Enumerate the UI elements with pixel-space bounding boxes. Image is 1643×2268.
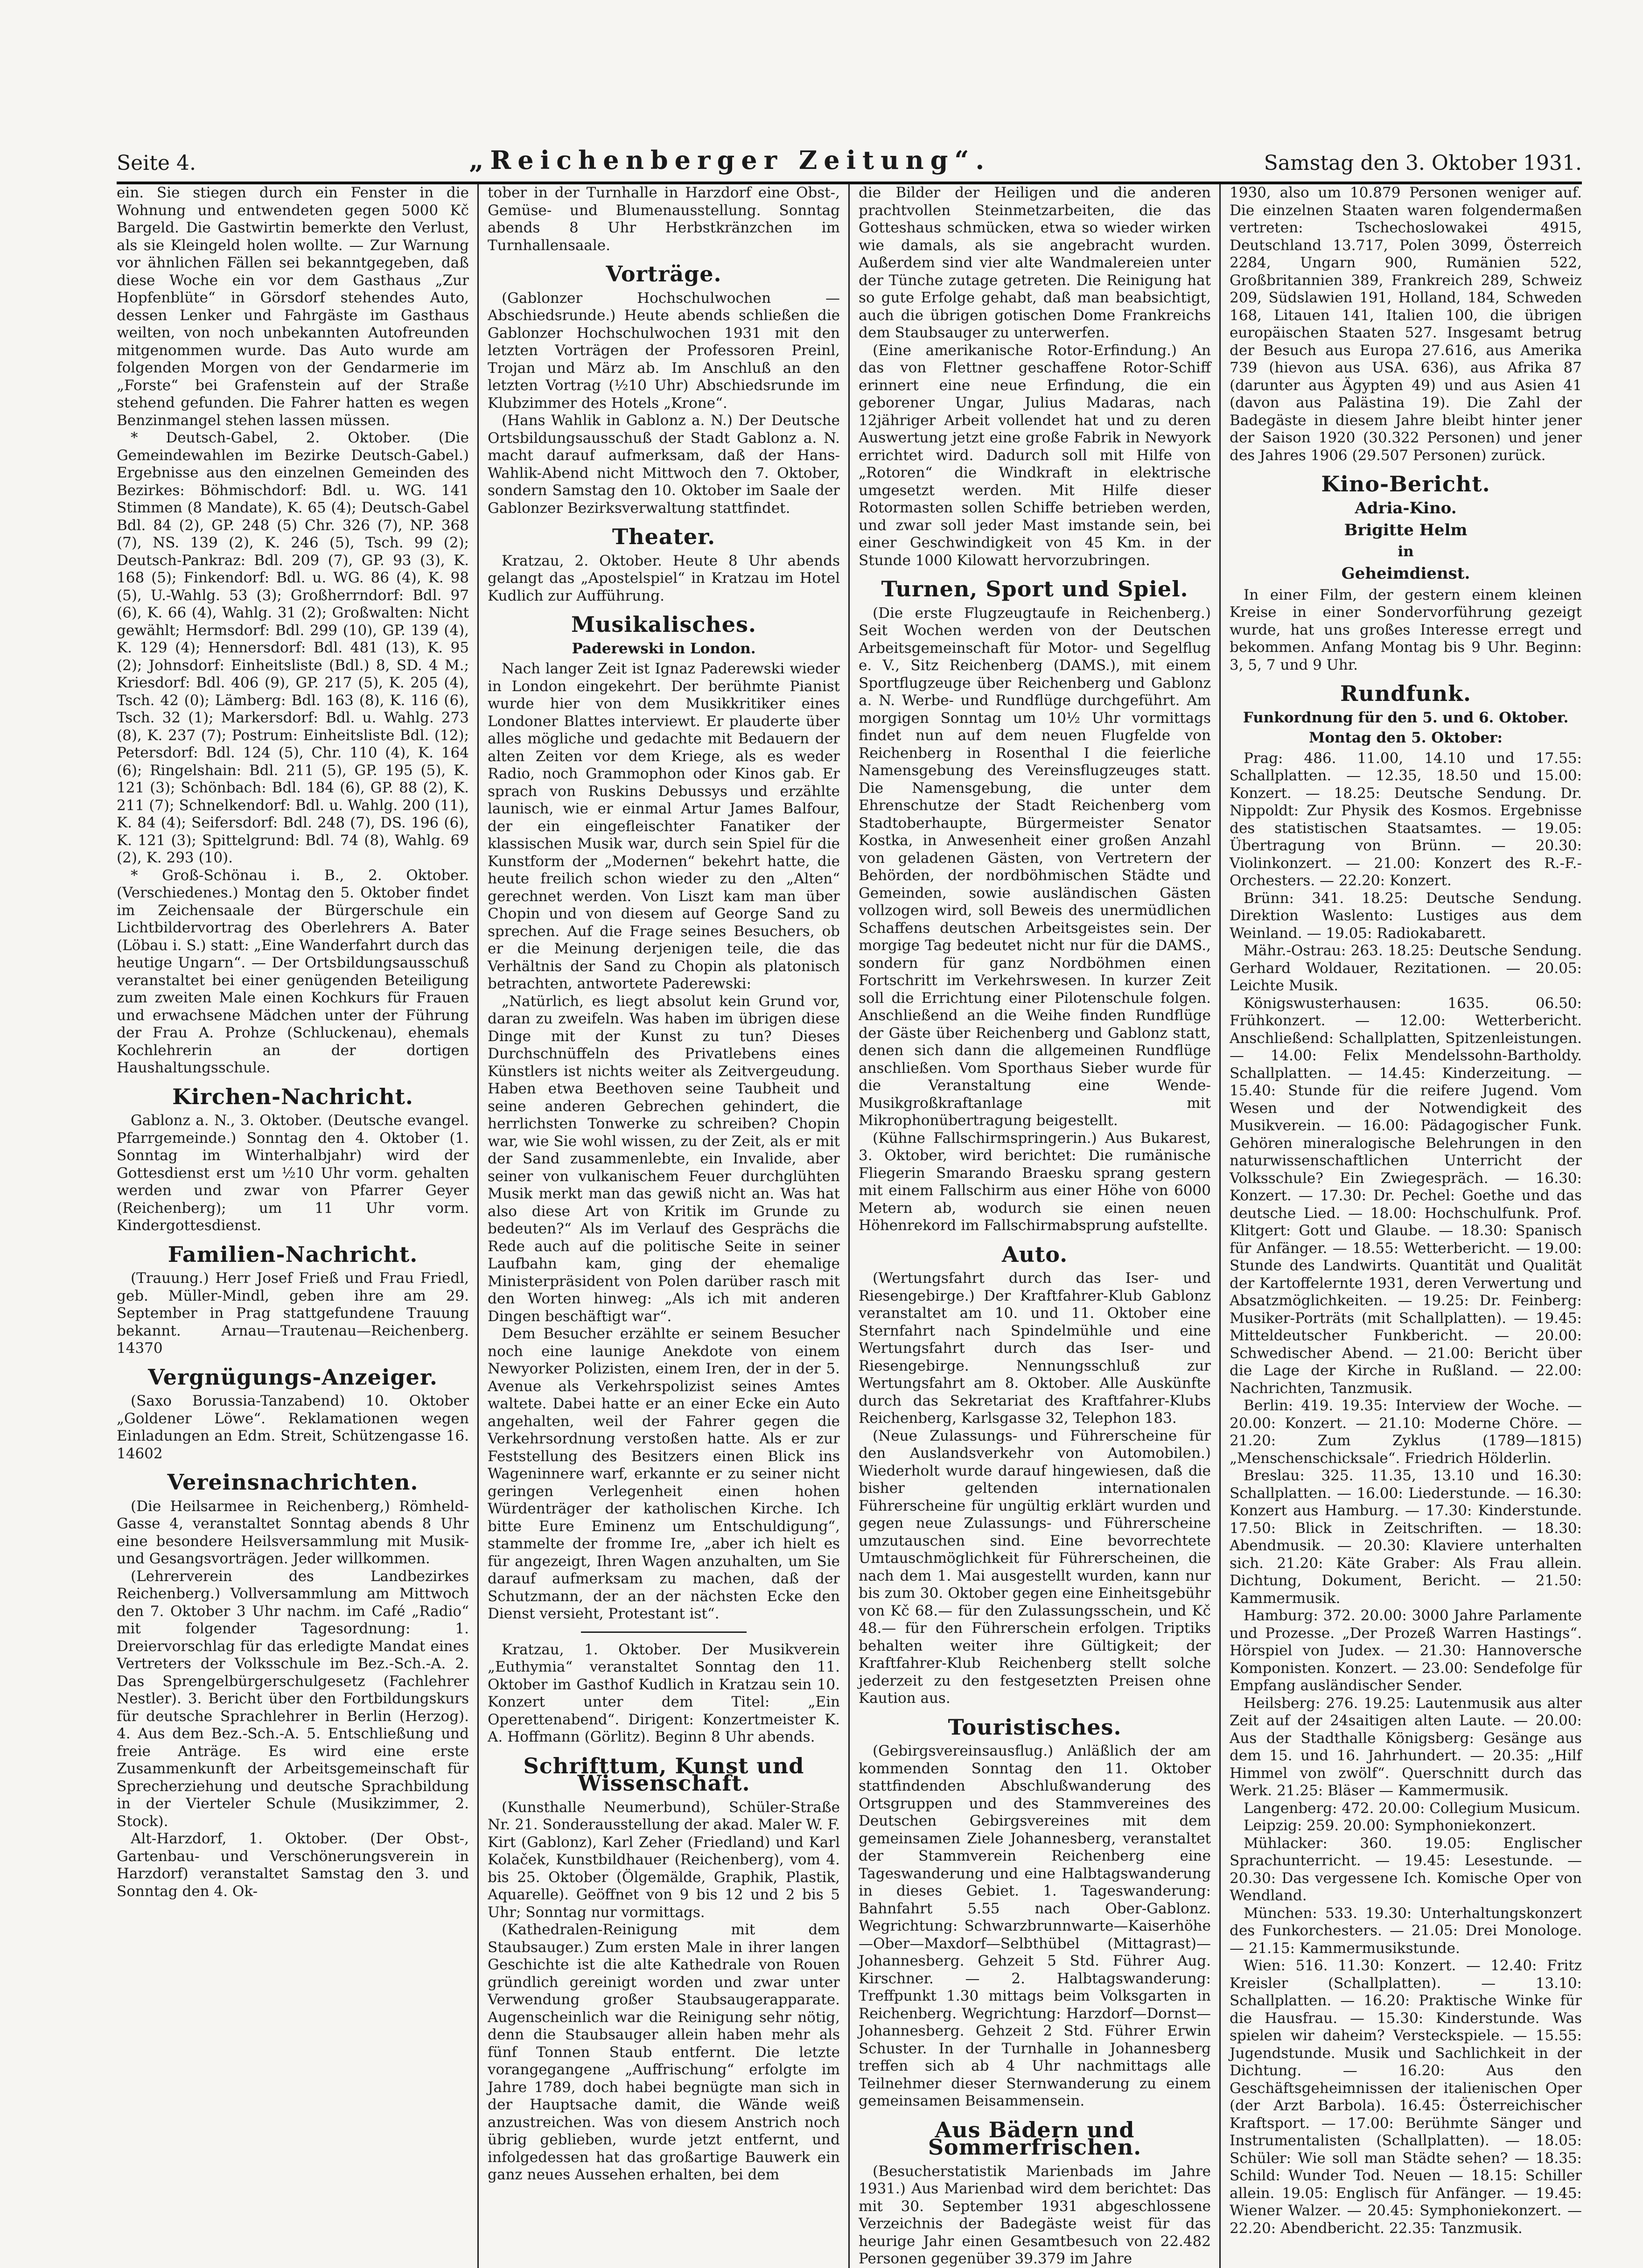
section-heading: Vorträge. xyxy=(606,261,722,287)
section-heading: Touristisches. xyxy=(948,1714,1122,1740)
article-text: Dem Besucher erzählte er seinem Besucher noch eine launige Anekdote von einem Newyorker Polizisten, einem Iren, der in der 5. Avenue als Verkehrspolizist seines Amtes waltete. Dabei hatte er an einer Ecke ein Auto angehalten, weil der Fahrer gegen die Verkehrsordnung verstoßen hatte. Als er zur Feststellung des Besitzers einen Blick ins Wageninnere warf, erkannte er zu seiner nicht geringen Verlegenheit einen hohen Würdenträger der katholischen Kirche. Ich bitte Eure Eminenz um Entschuldigung“, stammelte der fromme Ire, „aber ich hielt es für angezeigt, Ihren Wagen anzuhalten, um Sie darauf aufmerksam zu machen, daß der Schutzmann, der an der nächsten Ecke den Dienst versieht, Protestant ist“. xyxy=(488,1325,840,1622)
article-text: „Natürlich, es liegt absolut kein Grund vor, daran zu zweifeln. Was haben im übrigen diese Dinge mit der Kunst zu tun? Dieses Durchschnüffeln des Privatlebens eines Künstlers ist nichts weiter als Zeitvergeudung. Haben etwa Beethoven seine Taubheit und seine anderen Gebrechen gehindert, die herrlichsten Tonwerke zu schreiben? Chopin war, wie Sie wohl wissen, zu der Zeit, als er mit der Sand zusammenlebte, ein Invalide, aber seiner von vulkanischem Feuer durchglühten Musik merkt man das gewiß nicht an. Was hat also diese Art von Kritik im Grunde zu bedeuten?“ Als im Verlauf des Gesprächs die Rede auch auf die politische Seite in seiner Laufbahn kam, ging der ehemalige Ministerpräsident von Polen darüber rasch mit den Worten hinweg: „Als ich mit anderen Dingen beschäftigt war“. xyxy=(488,993,840,1325)
article-text: (Wertungsfahrt durch das Iser- und Riesengebirge.) Der Kraftfahrer-Klub Gablonz veranstaltet am 10. und 11. Oktober eine Sternfahrt nach Spindelmühle und eine Wertungsfahrt durch das Iser- und Riesengebirge. Nennungsschluß zur Wertungsfahrt am 8. Oktober. Alle Auskünfte durch das Sekretariat des Kraftfahrer-Klubs Reichenberg, Karlsgasse 32, Telephon 183. xyxy=(859,1270,1211,1427)
section-heading: Kino-Bericht. xyxy=(1321,471,1490,497)
article-text: (Die erste Flugzeugtaufe in Reichenberg.) Seit Wochen werden von der Deutschen Arbeitsgemeinschaft für Motor- und Segelflug e. V., Sitz Reichenberg (DAMS.), mit einem Sportflugzeuge über Reichenberg und Gablonz a. N. Werbe- und Rundflüge durchgeführt. Am morgigen Sonntag um 10½ Uhr vormittags findet nun auf dem neuen Flugfelde von Reichenberg in Rosenthal I die feierliche Namensgebung des Vereinsflugzeuges statt. Die Namensgebung, die unter dem Ehrenschutze der Stadt Reichenberg vom Stadtoberhaupte, Bürgermeister Senator Kostka, in Anwesenheit einer großen Anzahl von geladenen Gästen, von Vertretern der Behörden, der nordböhmischen Städte und Gemeinden, sowie ausländischen Gästen vollzogen wird, soll Beweis des unermüdlichen Schaffens deutschen Arbeitsgeistes sein. Der morgige Tag bedeutet nicht nur für die DAMS., sondern für ganz Nordböhmen einen Fortschritt im Verkehrswesen. In kurzer Zeit soll die Errichtung einer Pilotenschule folgen. Anschließend an die Weihe finden Rundflüge der Gäste über Reichenberg und Gablonz statt, denen sich dann die allgemeinen Rundflüge anschließen. Vom Sporthaus Sieber wurde für die Veranstaltung eine Wende-Musikgroßkraftanlage mit Mikrophonübertragung beigestellt. xyxy=(859,604,1211,1129)
radio-listing: Langenberg: 472. 20.00: Collegium Musicum. xyxy=(1244,1799,1580,1817)
radio-listing: Leipzig: 259. 20.00: Symphoniekonzert. xyxy=(1244,1817,1537,1834)
section-heading: Musikalisches. xyxy=(571,612,756,637)
article-text: (Saxo Borussia-Tanzabend) 10. Oktober „Goldener Löwe“. Reklamationen wegen Einladungen an Edm. Streit, Schützengasse 16. 14602 xyxy=(117,1393,469,1462)
article-text: (Lehrerverein des Landbezirkes Reichenberg.) Vollversammlung am Mittwoch den 7. Oktober 3 Uhr nachm. im Café „Radio“ mit folgender Tagesordnung: 1. Dreiervorschlag für das erledigte Mandat eines Vertreters der Volksschule im Bez.-Sch.-A. 2. Das Sprengelbürgerschulgesetz (Fachlehrer Nestler). 3. Bericht über den Fortbildungskurs für deutsche Sprachlehrer in Berlin (Herzog). 4. Aus dem Bez.-Sch.-A. 5. Entschließung und freie Anträge. Es wird eine erste Zusammenkunft der Arbeitsgemeinschaft für Sprecherziehung und deutsche Sprachbildung in der Vierteler Schule (Musikzimmer, 2. Stock). xyxy=(117,1568,469,1830)
subheading: Montag den 5. Oktober: xyxy=(1309,729,1503,746)
article-text: (Kunsthalle Neumerbund), Schüler-Straße Nr. 21. Sonderausstellung der akad. Maler W. F. Kirt (Gablonz), Karl Zeher (Friedland) und Karl Kolaček, Kunstbildhauer (Reichenberg), vom 4. bis 25. Oktober (Ölgemälde, Graphik, Plastik, Aquarelle). Geöffnet von 9 bis 12 und 2 bis 5 Uhr; Sonntag nur vormittags. xyxy=(488,1799,840,1921)
section-heading: Aus Bädern und Sommerfrischen. xyxy=(928,2117,1142,2160)
article-text: (Kühne Fallschirmspringerin.) Aus Bukarest, 3. Oktober, wird berichtet: Die rumänische Fliegerin Smarando Braesku sprang gestern mit einem Fallschirm aus einer Höhe von 6000 Metern ab, wodurch sie einen neuen Höhenrekord im Fallschirmabsprung aufstellte. xyxy=(859,1129,1211,1234)
section-heading: Auto. xyxy=(1001,1241,1068,1267)
article-text: (Gablonzer Hochschulwochen — Abschiedsrunde.) Heute abends schließen die Gablonzer Hochschulwochen 1931 mit den letzten Vorträgen der Professoren Preinl, Trojan und März ab. Im Anschluß an den letzten Vortrag (½10 Uhr) Abschiedsrunde im Klubzimmer des Hotels „Krone“. xyxy=(488,289,840,412)
subheading: Paderewski in London. xyxy=(572,640,756,657)
section-heading: Rundfunk. xyxy=(1340,681,1471,706)
article-text: Kratzau, 2. Oktober. Heute 8 Uhr abends gelangt das „Apostelspiel“ in Kratzau im Hotel Kudlich zur Aufführung. xyxy=(488,552,840,604)
radio-listing: Mähr.-Ostrau: 263. 18.25: Deutsche Sendung. Gerhard Woldauer, Rezitationen. — 20.05: Leichte Musik. xyxy=(1230,942,1582,994)
radio-listing: Brünn: 341. 18.25: Deutsche Sendung. Direktion Waslento: Lustiges aus dem Weinland. — 19.05: Radiokabarett. xyxy=(1230,889,1582,942)
column-4 xyxy=(1230,184,1582,2268)
section-heading: Vergnügungs-Anzeiger. xyxy=(148,1364,438,1390)
article-text: tober in der Turnhalle in Harzdorf eine Obst-, Gemüse- und Blumenausstellung. Sonntag abends 8 Uhr Herbstkränzchen im Turnhallensaale. xyxy=(488,184,840,254)
article-text: Nach langer Zeit ist Ignaz Paderewski wieder in London eingekehrt. Der berühmte Pianist wurde hier von dem Musikkritiker eines Londoner Blattes interviewt. Er plauderte über alles mögliche und gedachte mit Bedauern der alten Zeiten vor dem Kriege, als es weder Radio, noch Grammophon oder Kinos gab. Er sprach von Ruskins Debussys und erzählte launisch, wie er einmal Artur James Balfour, der ein eingefleischter Fanatiker der klassischen Musik war, durch sein Spiel für die Kunstform der „Modernen“ bekehrt hatte, die heute freilich schon wieder zu den „Alten“ gerechnet werden. Von Liszt kam man über Chopin und von diesem auf George Sand zu sprechen. Auf die Frage seines Besuchers, ob er die Meinung derjenigen teile, die das Verhältnis der Sand zu Chopin als platonisch betrachten, antwortete Paderewski: xyxy=(488,660,840,992)
cinema-name: Adria-Kino. xyxy=(1355,498,1457,518)
column-1 xyxy=(117,184,469,2268)
column-3 xyxy=(859,184,1211,2268)
article-text: (Die Heilsarmee in Reichenberg,) Römheld-Gasse 4, veranstaltet Sonntag abends 8 Uhr eine besondere Heilsversammlung mit Musik- und Gesangsvorträgen. Jeder willkommen. xyxy=(117,1498,469,1567)
article-text: Gablonz a. N., 3. Oktober. (Deutsche evangel. Pfarrgemeinde.) Sonntag den 4. Oktober (1. Sonntag im Winterhalbjahr) wird der Gottesdienst erst um ½10 Uhr vorm. gehalten werden und zwar von Pfarrer Geyer (Reichenberg); um 11 Uhr vorm. Kindergottesdienst. xyxy=(117,1112,469,1234)
subheading: Funkordnung für den 5. und 6. Oktober. xyxy=(1243,709,1569,726)
section-heading: Kirchen-Nachricht. xyxy=(172,1084,413,1109)
section-heading: Schrifttum, Kunst und Wissenschaft. xyxy=(523,1753,804,1796)
article-columns xyxy=(117,184,1582,2267)
article-text: ein. Sie stiegen durch ein Fenster in die Wohnung und entwendeten gegen 5000 Kč Bargeld. Die Gastwirtin bemerkte den Verlust, als sie Kleingeld holen wollte. — Zur Warnung vor ähnlichen Fällen sei bekanntgegeben, daß diese Woche ein vor dem Gasthaus „Zur Hopfenblüte“ in Görsdorf stehendes Auto, dessen Lenker und Fahrgäste im Gasthaus weilten, von noch unbekannten Autofreunden mitgenommen wurde. Das Auto wurde am folgenden Morgen von der Gendarmerie im „Forste“ bei Grafenstein auf der Straße stehend gefunden. Die Fahrer hatten es wegen Benzinmangel stehen lassen müssen. xyxy=(117,184,469,429)
connector-word: in xyxy=(1398,543,1414,560)
radio-listing: München: 533. 19.30: Unterhaltungskonzert des Funkorchesters. — 21.05: Drei Monologe. — 21.15: Kammermusikstunde. xyxy=(1230,1904,1582,1957)
section-heading: Familien-Nachricht. xyxy=(168,1241,418,1267)
section-heading: Vereinsnachrichten. xyxy=(167,1470,419,1495)
actress-name: Brigitte Helm xyxy=(1344,521,1468,539)
article-text: 1930, also um 10.879 Personen weniger auf. Die einzelnen Staaten waren folgendermaßen vertreten: Tschechoslowakei 4915, Deutschland 13.717, Polen 3099, Österreich 2284, Ungarn 900, Rumänien 522, Großbritannien 389, Frankreich 289, Schweiz 209, Südslawien 191, Holland, 184, Schweden 168, Litauen 141, Italien 100, die übrigen europäischen Staaten 527. Insgesamt betrug der Besuch aus Europa 27.616, aus Amerika 739 (hievon aus USA. 636), aus Afrika 87 (darunter aus Ägypten 49) und aus Asien 41 (davon aus Palästina 19). Die Zahl der Badegäste in diesem Jahre bleibt hinter jener der Saison 1920 (30.322 Personen) und jener des Jahres 1906 (29.507 Personen) zurück. xyxy=(1230,184,1582,464)
article-text: (Hans Wahlik in Gablonz a. N.) Der Deutsche Ortsbildungsausschuß der Stadt Gablonz a. N. macht darauf aufmerksam, daß der Hans-Wahlik-Abend nicht Mittwoch den 7. Oktober, sondern Samstag den 10. Oktober im Saale der Gablonzer Bezirksverwaltung stattfindet. xyxy=(488,412,840,517)
column-2 xyxy=(488,184,840,2268)
radio-listing: Hamburg: 372. 20.00: 3000 Jahre Parlamente und Prozesse. „Der Prozeß Warren Hastings“. Hörspiel von Judex. — 21.30: Hannoversche Komponisten. Konzert. — 23.00: Sendefolge für Empfang ausländischer Sender. xyxy=(1230,1607,1582,1694)
radio-listing: Mühlacker: 360. 19.05: Englischer Sprachunterricht. — 19.45: Lesestunde. — 20.30: Das vergessene Ich. Komische Oper von Wendland. xyxy=(1230,1834,1582,1904)
article-text: * Deutsch-Gabel, 2. Oktober. (Die Gemeindewahlen im Bezirke Deutsch-Gabel.) Ergebnisse aus den einzelnen Gemeinden des Bezirkes: Böhmischdorf: Bdl. u. WG. 141 Stimmen (8 Mandate), K. 65 (4); Deutsch-Gabel Bdl. 84 (2), GP. 248 (5) Chr. 326 (7), NP. 368 (7), NS. 139 (2), K. 246 (5), Tsch. 99 (2); Deutsch-Pankraz: Bdl. 209 (7), GP. 93 (3), K. 168 (5); Finkendorf: Bdl. u. WG. 86 (4), K. 98 (5), U.-Wahlg. 53 (3); Großherrndorf: Bdl. 97 (6), K. 66 (4), Wahlg. 31 (2); Großwalten: Nicht gewählt; Hermsdorf: Bdl. 299 (10), GP. 139 (4), K. 129 (4); Hennersdorf: Bdl. 481 (13), K. 95 (2); Johnsdorf: Einheitsliste (Bdl.) 8, SD. 4 M.; Kriesdorf: Bdl. 406 (9), GP. 217 (5), K. 205 (4), Tsch. 42 (0); Lämberg: Bdl. 163 (8), K. 116 (6), Tsch. 32 (1); Markersdorf: Bdl. u. Wahlg. 273 (8), K. 237 (7); Postrum: Einheitsliste Bdl. (12); Petersdorf: Bdl. 124 (5), Chr. 110 (4), K. 164 (6); Ringelshain: Bdl. 211 (5), GP. 195 (5), K. 121 (3); Schönbach: Bdl. 184 (6), GP. 88 (2), K. 211 (7); Schnelkendorf: Bdl. u. Wahlg. 200 (11), K. 84 (4); Seifersdorf: Bdl. 248 (7), DS. 196 (6), K. 121 (3); Spittelgrund: Bdl. 74 (8), Wahlg. 69 (2), K. 293 (10). xyxy=(117,429,469,866)
film-title: Geheimdienst. xyxy=(1341,564,1470,583)
article-text: (Eine amerikanische Rotor-Erfindung.) An das von Flettner geschaffene Rotor-Schiff erinnert eine neue Erfindung, die ein geborener Ungar, Julius Madaras, nach 12jähriger Arbeit vollendet hat und zu deren Auswertung jetzt eine große Fabrik in Newyork errichtet wird. Dadurch soll mit Hilfe von „Rotoren“ die Windkraft in elektrische umgesetzt werden. Mit Hilfe dieser Rotormasten sollen Schiffe betrieben werden, und zwar soll jeder Mast imstande sein, bei einer Geschwindigkeit von 45 Km. in der Stunde 1000 Kilowatt hervorzubringen. xyxy=(859,342,1211,569)
radio-listing: Berlin: 419. 19.35: Interview der Woche. — 20.00: Konzert. — 21.10: Moderne Chöre. — 21.20: Zum Zyklus (1789—1815) „Menschenschicksale“. Friedrich Hölderlin. xyxy=(1230,1397,1582,1467)
newspaper-title: „Reichenberger Zeitung“. xyxy=(469,145,991,175)
article-text: (Kathedralen-Reinigung mit dem Staubsauger.) Zum ersten Male in ihrer langen Geschichte ist die alte Kathedrale von Rouen gründlich gereinigt worden und zwar unter Verwendung großer Staubsaugerapparate. Augenscheinlich war die Reinigung sehr nötig, denn die Staubsauger allein haben mehr als fünf Tonnen Staub entfernt. Die letzte vorangegangene „Auffrischung“ erfolgte im Jahre 1789, doch habei begnügte man sich in der Hauptsache damit, die Wände weiß anzustreichen. Was von diesem Anstrich noch übrig geblieben, wurde jetzt entfernt, und infolgedessen hat das großartige Bauwerk ein ganz neues Aussehen erhalten, bei dem xyxy=(488,1921,840,2183)
article-text: Kratzau, 1. Oktober. Der Musikverein „Euthymia“ veranstaltet Sonntag den 11. Oktober im Gasthof Kudlich in Kratzau sein 10. Konzert unter dem Titel: „Ein Operettenabend“. Dirigent: Konzertmeister K. A. Hoffmann (Görlitz). Beginn 8 Uhr abends. xyxy=(488,1641,840,1745)
article-text: Alt-Harzdorf, 1. Oktober. (Der Obst-, Gartenbau- und Verschönerungsverein in Harzdorf) veranstaltet Samstag den 3. und Sonntag den 4. Ok- xyxy=(117,1830,469,1900)
article-text: die Bilder der Heiligen und die anderen prachtvollen Steinmetzarbeiten, die das Gotteshaus schmücken, etwa so wieder wirken wie damals, als sie angebracht wurden. Außerdem sind vier alte Wandmalereien unter der Tünche zutage getreten. Die Reinigung hat so gute Erfolge gehabt, daß man beabsichtigt, auch die übrigen gotischen Dome Frankreichs dem Staubsauger zu unterwerfen. xyxy=(859,184,1211,341)
radio-listing: Heilsberg: 276. 19.25: Lautenmusik aus alter Zeit auf der 24saitigen alten Laute. — 20.00: Aus der Stadthalle Königsberg: Gesänge aus dem 15. und 16. Jahrhundert. — 20.35: „Hilf Himmel von zwölf“. Querschnitt durch das Werk. 21.25: Bläser — Kammermusik. xyxy=(1230,1694,1582,1799)
article-text: * Groß-Schönau i. B., 2. Oktober. (Verschiedenes.) Montag den 5. Oktober findet im Zeichensaale der Bürgerschule ein Lichtbildervortrag des Oberlehrers A. Bater (Löbau i. S.) statt: „Eine Wanderfahrt durch das heutige Ungarn“. — Der Ortsbildungsausschuß veranstaltet bei einer genügenden Beteiligung zum zweiten Male einen Kochkurs für Frauen und erwachsene Mädchen unter der Führung der Frau A. Prohze (Schluckenau), ehemals Kochlehrerin an der dortigen Haushaltungsschule. xyxy=(117,867,469,1076)
section-heading: Theater. xyxy=(612,524,716,549)
article-text: (Besucherstatistik Marienbads im Jahre 1931.) Aus Marienbad wird dem berichtet: Das mit 30. September 1931 abgeschlossene Verzeichnis der Badegäste weist für das heurige Jahr einen Gesamtbesuch von 22.482 Personen gegenüber 39.379 im Jahre xyxy=(859,2163,1211,2267)
article-text: (Gebirgsvereinsausflug.) Anläßlich der am kommenden Sonntag den 11. Oktober stattfindenden Abschlußwanderung des Ortsgruppen und des Stammvereines des Deutschen Gebirgsvereines mit dem gemeinsamen Ziele Johannesberg, veranstaltet der Stammverein Reichenberg eine Tageswanderung und eine Halbtagswanderung in dieses Gebiet. 1. Tageswanderung: Bahnfahrt 5.55 nach Ober-Gablonz. Wegrichtung: Schwarzbrunnwarte—Kaiserhöhe—Ober—Maxdorf—Selbthübel (Mittagrast)—Johannesberg. Gehzeit 5 Std. Führer Aug. Kirschner. — 2. Halbtagswanderung: Treffpunkt 1.30 mittags beim Volksgarten in Reichenberg. Wegrichtung: Harzdorf—Dornst—Johannesberg. Gehzeit 2 Std. Führer Erwin Schuster. In der Turnhalle in Johannesberg treffen sich ab 4 Uhr nachmittags alle Teilnehmer dieser Sternwanderung zu einem gemeinsamen Beisammensein. xyxy=(859,1743,1211,2109)
radio-listing: Wien: 516. 11.30: Konzert. — 12.40: Fritz Kreisler (Schallplatten). — 13.10: Schallplatten. — 16.20: Praktische Winke für die Hausfrau. — 15.30: Kinderstunde. Was spielen wir daheim? Versteckspiele. — 15.55: Jugendstunde. Musik und Sachlichkeit in der Dichtung. — 16.20: Aus den Geschäftsgeheimnissen der italienischen Oper (der Arzt Barbola). 16.45: Österreichischer Kraftsport. — 17.00: Berühmte Sänger und Instrumentalisten (Schallplatten). — 18.05: Schüler: Wie soll man Städte sehen? — 18.35: Schild: Wunder Tod. Neuen — 18.15: Schiller allein. 19.05: Englisch für Anfänger. — 19.45: Wiener Walzer. — 20.45: Symphoniekonzert. — 22.20: Abendbericht. 22.35: Tanzmusik. xyxy=(1230,1957,1582,2237)
article-text: (Trauung.) Herr Josef Frieß und Frau Friedl, geb. Müller-Mindl, geben ihre am 29. September in Prag stattgefundene Trauung bekannt. Arnau—Trautenau—Reichenberg. 14370 xyxy=(117,1270,469,1357)
article-text: (Neue Zulassungs- und Führerscheine für den Auslandsverkehr von Automobilen.) Wiederholt wurde darauf hingewiesen, daß die bisher geltenden internationalen Führerscheine für ungültig erklärt wurden und gegen neue Zulassungs- und Führerscheine umzutauschen sind. Eine bevorrechtete Umtauschmöglichkeit für Führerscheinen, die nach dem 1. Mai ausgestellt wurden, kann nur bis zum 30. Oktober gegen eine Einheitsgebühr von Kč 68.— für den Zulassungsschein, und Kč 48.— für den Führerschein erfolgen. Triptiks behalten weiter ihre Gültigkeit; der Kraftfahrer-Klub Reichenberg stellt solche jederzeit zu den festgesetzten Preisen ohne Kaution aus. xyxy=(859,1427,1211,1707)
radio-listing: Königswusterhausen: 1635. 06.50: Frühkonzert. — 12.00: Wetterbericht. Anschließend: Schallplatten, Spitzenleistungen. — 14.00: Felix Mendelssohn-Bartholdy. Schallplatten. — 14.45: Kinderzeitung. — 15.40: Stunde für die reifere Jugend. Vom Wesen und der Notwendigkeit des Musikverein. — 16.00: Pädagogischer Funk. Gehören mineralogische Belehrungen in den naturwissenschaftlichen Unterricht der Volksschule? Ein Zwiegespräch. — 16.30: Konzert. — 17.30: Dr. Pechel: Goethe und das deutsche Lied. — 18.00: Hochschulfunk. Prof. Klitgert: Gott und Glaube. — 18.30: Spanisch für Anfänger. — 18.55: Wetterbericht. — 19.00: Stunde des Landwirts. Quantität und Qualität der Kartoffelernte 1931, deren Verwertung und Absatzmöglichkeiten. — 19.25: Dr. Feinberg: Musiker-Porträts (mit Schallplatten). — 19.45: Mitteldeutscher Funkbericht. — 20.00: Schwedischer Abend. — 21.00: Bericht über die Lage der Kirche in Rußland. — 22.00: Nachrichten, Tanzmusik. xyxy=(1230,994,1582,1397)
issue-date: Samstag den 3. Oktober 1931. xyxy=(1264,151,1582,175)
page-header xyxy=(117,133,1582,184)
article-text: In einer Film, der gestern einem kleinen Kreise in einer Sondervorführung gezeigt wurde, hat uns großes Interesse erregt und bekommen. Anfang Montag bis 9 Uhr. Beginn: 3, 5, 7 und 9 Uhr. xyxy=(1230,586,1582,673)
radio-listing: Breslau: 325. 11.35, 13.10 und 16.30: Schallplatten. — 16.00: Liederstunde. — 16.30: Konzert aus Hamburg. — 17.30: Kinderstunde. 17.50: Blick in Zeitschriften. — 18.30: Abendmusik. — 20.30: Klaviere unterhalten sich. 21.20: Käte Graber: Als Frau allein. Dichtung, Dokument, Bericht. — 21.50: Kammermusik. xyxy=(1230,1467,1582,1607)
radio-listing: Prag: 486. 11.00, 14.10 und 17.55: Schallplatten. — 12.35, 18.50 und 15.00: Konzert. — 18.25: Deutsche Sendung. Dr. Nippoldt: Zur Physik des Kosmos. Ergebnisse des statistischen Staatsamtes. — 19.05: Übertragung von Brünn. — 20.30: Violinkonzert. — 21.00: Konzert des R.-F.-Orchesters. — 22.20: Konzert. xyxy=(1230,749,1582,889)
divider xyxy=(581,1631,747,1633)
page-number: Seite 4. xyxy=(117,151,196,175)
section-heading: Turnen, Sport und Spiel. xyxy=(881,576,1189,602)
